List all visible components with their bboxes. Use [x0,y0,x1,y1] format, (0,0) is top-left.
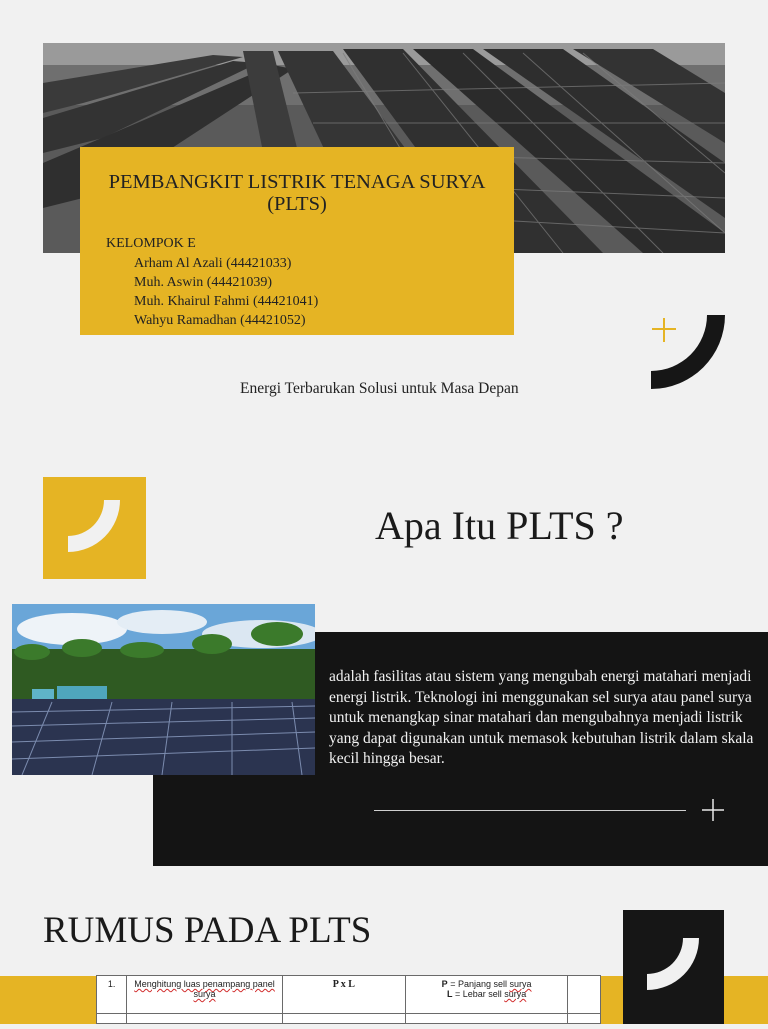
legend-text: = Panjang sell [447,979,510,989]
legend-symbol: L [446,989,453,999]
title-box [80,147,514,335]
legend-word: surya [504,989,527,999]
title-line-1: PEMBANGKIT LISTRIK TENAGA SURYA [108,171,486,193]
page-title [90,171,504,215]
divider [374,810,686,811]
row-description [127,976,283,1014]
table-row [97,1014,601,1024]
member-list [134,254,318,330]
member-item: Muh. Aswin (44421039) [134,275,273,290]
subtitle: Energi Terbarukan Solusi untuk Masa Depan [240,380,519,397]
accent-square [43,477,146,579]
group-heading: KELOMPOK E [106,236,196,251]
title-line-2: (PLTS) [267,193,327,215]
legend-symbol: P [441,979,448,989]
row-cell [282,1014,405,1024]
palm-solar-photo [12,604,315,775]
legend-word: surya [509,979,532,989]
row-empty-cell [568,976,601,1014]
description-line-2: surya [193,989,216,999]
section-heading: Apa Itu PLTS ? [375,503,624,548]
section-heading: RUMUS PADA PLTS [43,910,372,951]
row-formula: P x L [282,976,405,1014]
formula-table [96,975,601,1024]
member-item: Arham Al Azali (44421033) [134,256,292,271]
row-legend [405,976,567,1014]
member-item: Muh. Khairul Fahmi (44421041) [134,294,319,309]
plus-icon [700,797,726,823]
member-item: Wahyu Ramadhan (44421052) [134,313,306,328]
description-line-1: Menghitung luas penampang panel [134,979,275,989]
accent-square-dark [623,910,724,1024]
row-number: 1. [97,976,127,1014]
definition-text: adalah fasilitas atau sistem yang mengubah energi matahari menjadi energi listrik. Teknologi ini menggunakan sel surya atau panel surya untuk menangkap sinar matahari dan mengubahnya menjadi listrik yang dapat digunakan untuk memasok kebutuhan listrik dalam skala kecil hingga besar. [329,668,754,768]
row-cell [97,1014,127,1024]
row-cell [127,1014,283,1024]
row-cell [568,1014,601,1024]
row-cell [405,1014,567,1024]
arc-quarter-icon [651,315,726,390]
table-row [97,976,601,1014]
legend-text: = Lebar sell [452,989,505,999]
